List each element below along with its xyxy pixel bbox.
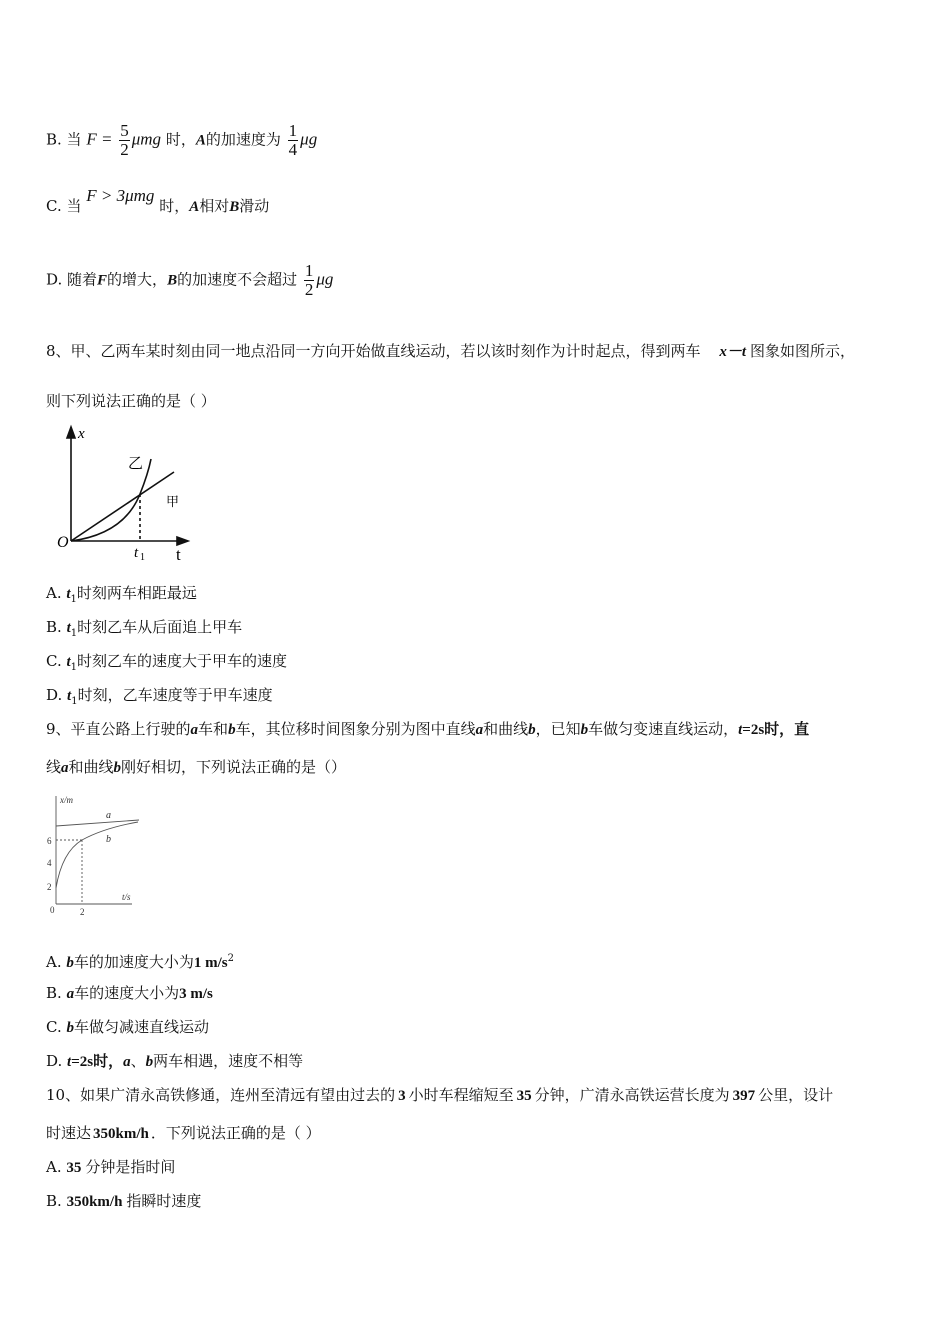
- option-text: 滑动: [239, 197, 270, 215]
- option-text: 时，: [159, 197, 190, 215]
- q8-stem-line1: [46, 341, 855, 362]
- frac-num: 1: [304, 261, 314, 280]
- y-label: x/m: [60, 795, 73, 805]
- value: 1 m/s: [193, 955, 228, 971]
- stem-text: 公里，设计: [758, 1086, 834, 1104]
- math-expr: μg: [316, 269, 334, 289]
- option-text: 的加速度不会超过: [177, 270, 298, 289]
- option-text: 指瞬时速度: [126, 1192, 202, 1210]
- var: a: [66, 986, 75, 1002]
- var: A: [195, 132, 206, 149]
- var-sub: 1: [70, 662, 78, 673]
- t1-label: t: [134, 545, 139, 561]
- stem-text: 车做匀变速直线运动，: [588, 720, 739, 738]
- stem-text: 8、甲、乙两车某时刻由同一地点沿同一方向开始做直线运动，若以该时刻作为计时起点，得到两车: [46, 342, 701, 360]
- option-text: 时刻乙车的速度大于甲车的速度: [77, 652, 288, 670]
- option-prefix: B.: [46, 984, 67, 1002]
- option-text: 的增大，: [107, 270, 168, 289]
- line-a: [56, 820, 139, 826]
- var: t: [66, 620, 71, 636]
- line-jia: [71, 472, 174, 541]
- option-text: C. 当: [46, 197, 82, 215]
- q8-option-d[interactable]: [46, 685, 273, 712]
- q8-stem-line2: 则下列说法正确的是（ ）: [46, 392, 216, 410]
- stem-text: 10、如果广清永高铁修通，连州至清远有望由过去的: [46, 1086, 396, 1104]
- var: t: [67, 1054, 72, 1070]
- option-text: 两车相遇，速度不相等: [153, 1052, 304, 1070]
- q9-option-c[interactable]: [46, 1017, 209, 1038]
- option-text: 、: [130, 1052, 146, 1070]
- option-text: D. 随着: [46, 270, 98, 289]
- value: 3 m/s: [179, 986, 213, 1002]
- stem-text: 9、平直公路上行驶的: [46, 720, 191, 738]
- var: t: [67, 688, 72, 704]
- var: B: [167, 272, 178, 289]
- x-label: t: [176, 545, 181, 564]
- speed-value: 350km/h: [66, 1194, 123, 1210]
- origin-label: 0: [50, 905, 55, 915]
- option-text: 时刻两车相距最远: [76, 584, 197, 602]
- option-prefix: B.: [46, 1192, 67, 1210]
- math-expr: μg: [300, 129, 318, 149]
- math-expr: F =: [86, 129, 113, 149]
- q10-option-b[interactable]: [46, 1191, 201, 1212]
- y-tick: 6: [47, 836, 52, 846]
- option-text: 相对: [199, 197, 230, 215]
- frac-den: 2: [120, 140, 129, 159]
- y-tick: 2: [47, 882, 52, 892]
- q9-option-d[interactable]: [46, 1051, 303, 1072]
- option-text: 分钟是指时间: [85, 1158, 176, 1176]
- q8-option-b[interactable]: [46, 617, 242, 644]
- frac-num: 5: [120, 121, 129, 140]
- option-prefix: C.: [46, 1018, 67, 1036]
- option-text: 车的速度大小为: [74, 984, 180, 1002]
- var: B: [229, 199, 240, 215]
- math-expr: F > 3μmg: [86, 186, 155, 205]
- fraction: [304, 262, 315, 299]
- y-label: x: [78, 426, 85, 442]
- q10-stem-line1: [46, 1085, 833, 1106]
- stem-text: =2s时，直: [742, 722, 810, 738]
- q7-option-b[interactable]: [46, 122, 317, 159]
- option-prefix: D.: [46, 686, 68, 704]
- stem-text: 刚好相切，下列说法正确的是（）: [121, 758, 347, 776]
- curve-b: [56, 822, 138, 888]
- option-text: 时，: [165, 130, 196, 149]
- option-text: =2s时，: [71, 1054, 124, 1070]
- stem-text: 小时车程缩短至: [408, 1086, 514, 1104]
- label-yi: 乙: [128, 454, 144, 472]
- q9-option-b[interactable]: [46, 983, 213, 1004]
- var-sub: 1: [70, 628, 78, 639]
- var: t: [66, 654, 71, 670]
- stem-text: 和曲线: [483, 720, 529, 738]
- stem-text: 和曲线: [68, 758, 114, 776]
- var: t: [738, 722, 743, 738]
- option-text: 车的加速度大小为: [73, 953, 194, 971]
- q9-option-a[interactable]: [46, 949, 234, 973]
- var-sub: 1: [71, 696, 78, 707]
- q8-option-c[interactable]: [46, 651, 287, 678]
- number: 3: [398, 1088, 406, 1104]
- q10-option-a[interactable]: [46, 1157, 175, 1178]
- var: b: [145, 1054, 154, 1070]
- var: b: [228, 722, 236, 738]
- var: b: [528, 722, 536, 738]
- var: b: [113, 760, 122, 776]
- frac-den: 4: [288, 140, 298, 159]
- q7-option-c[interactable]: [46, 186, 270, 217]
- option-prefix: D.: [46, 1052, 68, 1070]
- option-prefix: C.: [46, 652, 67, 670]
- stem-text: 时速达: [46, 1124, 92, 1142]
- var: a: [123, 1054, 131, 1070]
- q9-stem-line2: [46, 757, 346, 778]
- frac-num: 1: [288, 121, 298, 140]
- fraction: [119, 122, 130, 159]
- number: 397: [732, 1088, 756, 1104]
- var: F: [97, 272, 108, 289]
- var: b: [66, 955, 74, 971]
- stem-text: ，已知: [535, 720, 581, 738]
- x-label: t/s: [122, 892, 131, 902]
- var: x－t: [719, 344, 747, 360]
- label-a: a: [106, 810, 111, 821]
- option-text: 时刻，乙车速度等于甲车速度: [77, 686, 273, 704]
- var: b: [66, 1020, 74, 1036]
- var: a: [190, 722, 199, 738]
- t1-sub: 1: [140, 552, 145, 563]
- stem-text: 车，其位移时间图象分别为图中直线: [235, 720, 476, 738]
- var: a: [61, 760, 69, 776]
- option-text: 时刻乙车从后面追上甲车: [77, 618, 243, 636]
- q9-xt-graph: [44, 792, 140, 922]
- var-sub: 1: [70, 594, 77, 605]
- stem-text: 图象如图所示，: [750, 342, 856, 360]
- q8-xt-graph: [54, 424, 199, 564]
- var: t: [66, 586, 71, 602]
- number: 35: [66, 1160, 82, 1176]
- stem-text: 分钟，广清永高铁运营长度为: [534, 1086, 730, 1104]
- x-arrow: [177, 537, 188, 545]
- label-b: b: [106, 834, 111, 845]
- number: 35: [516, 1088, 532, 1104]
- var: A: [189, 199, 200, 215]
- option-text: 车做匀减速直线运动: [73, 1018, 209, 1036]
- var: a: [475, 722, 484, 738]
- speed-value: 350km/h: [93, 1126, 149, 1142]
- origin-label: O: [57, 534, 69, 551]
- option-prefix: A.: [46, 953, 67, 971]
- var: b: [580, 722, 589, 738]
- q10-stem-line2: [46, 1123, 321, 1144]
- y-arrow: [67, 427, 75, 438]
- q7-option-d[interactable]: [46, 262, 333, 299]
- stem-text: 车和: [198, 720, 229, 738]
- stem-text: ．下列说法正确的是（ ）: [150, 1124, 321, 1142]
- fraction: [288, 122, 299, 159]
- option-prefix: A.: [46, 1158, 67, 1176]
- math-expr: μmg: [131, 129, 162, 149]
- q9-stem-line1: [46, 719, 809, 740]
- option-text: 的加速度为: [205, 130, 281, 149]
- value-sup: 2: [227, 953, 235, 964]
- option-prefix: A.: [46, 584, 67, 602]
- y-tick: 4: [47, 858, 52, 868]
- label-jia: 甲: [166, 495, 180, 510]
- frac-den: 2: [304, 280, 314, 299]
- option-prefix: B.: [46, 618, 67, 636]
- q8-option-a[interactable]: [46, 583, 197, 610]
- stem-text: 线: [46, 758, 62, 776]
- x-tick: 2: [80, 907, 85, 917]
- option-text: B. 当: [46, 130, 82, 149]
